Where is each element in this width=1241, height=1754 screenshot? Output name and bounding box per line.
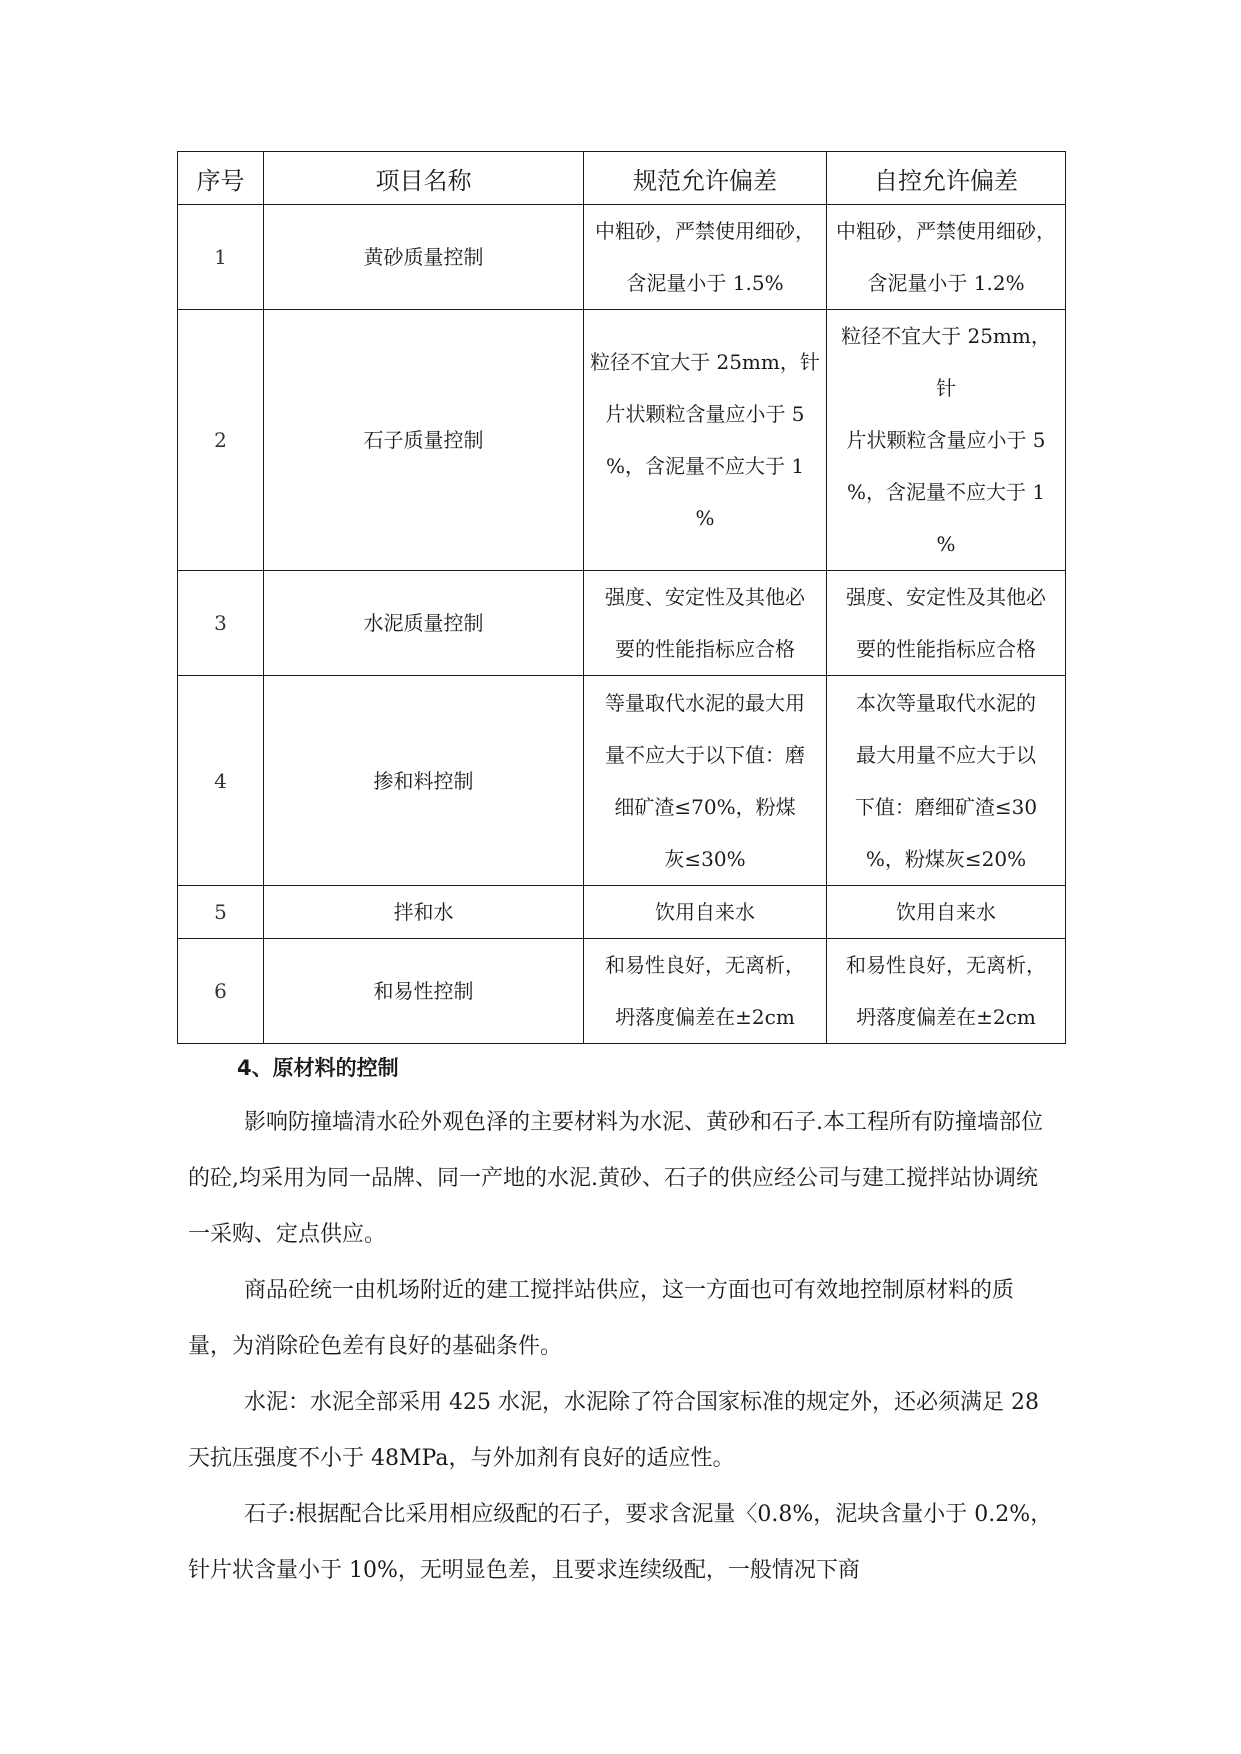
paragraph: 商品砼统一由机场附近的建工搅拌站供应，这一方面也可有效地控制原材料的质量，为消除砼色差有良好的基础条件。 [188,1278,1015,1359]
table-header-row [178,152,1066,205]
row-no: 1 [178,205,264,310]
row-spec: 粒径不宜大于 25mm，针 片状颗粒含量应小于 5 %，含泥量不应大于 1 % [584,310,827,571]
header-spec-deviation: 规范允许偏差 [584,152,827,205]
row-spec: 中粗砂，严禁使用细砂， 含泥量小于 1.5% [584,205,827,310]
row-no: 6 [178,939,264,1044]
row-self: 和易性良好，无离析， 坍落度偏差在±2cm [827,939,1066,1044]
row-no: 4 [178,676,264,886]
row-name: 水泥质量控制 [264,571,584,676]
paragraph: 影响防撞墙清水砼外观色泽的主要材料为水泥、黄砂和石子.本工程所有防撞墙部位的砼,均采用为同一品牌、同一产地的水泥.黄砂、石子的供应经公司与建工搅拌站协调统一采购、定点供应。 [188,1110,1043,1247]
row-spec: 强度、安定性及其他必 要的性能指标应合格 [584,571,827,676]
row-self: 强度、安定性及其他必 要的性能指标应合格 [827,571,1066,676]
table-row [178,676,1066,886]
table-row [178,571,1066,676]
paragraph: 水泥：水泥全部采用 425 水泥，水泥除了符合国家标准的规定外，还必须满足 28 天抗压强度不小于 48MPa，与外加剂有良好的适应性。 [188,1390,1039,1471]
row-name: 黄砂质量控制 [264,205,584,310]
row-no: 5 [178,886,264,939]
header-no: 序号 [178,152,264,205]
row-self: 中粗砂，严禁使用细砂， 含泥量小于 1.2% [827,205,1066,310]
row-no: 3 [178,571,264,676]
deviation-table [177,151,1066,1044]
row-spec: 等量取代水泥的最大用 量不应大于以下值：磨 细矿渣≤70%，粉煤 灰≤30% [584,676,827,886]
row-self: 粒径不宜大于 25mm，针 片状颗粒含量应小于 5 %，含泥量不应大于 1 % [827,310,1066,571]
table-row [178,886,1066,939]
table-row [178,205,1066,310]
row-self: 本次等量取代水泥的 最大用量不应大于以 下值：磨细矿渣≤30 %，粉煤灰≤20% [827,676,1066,886]
section-heading: 4、原材料的控制 [237,1056,399,1080]
row-name: 拌和水 [264,886,584,939]
row-name: 石子质量控制 [264,310,584,571]
row-name: 和易性控制 [264,939,584,1044]
header-item-name: 项目名称 [264,152,584,205]
paragraph: 石子:根据配合比采用相应级配的石子，要求含泥量〈0.8%，泥块含量小于 0.2%，针片状含量小于 10%，无明显色差，且要求连续级配，一般情况下商 [188,1502,1053,1583]
header-self-deviation: 自控允许偏差 [827,152,1066,205]
row-self: 饮用自来水 [827,886,1066,939]
row-spec: 饮用自来水 [584,886,827,939]
row-name: 掺和料控制 [264,676,584,886]
row-no: 2 [178,310,264,571]
table-row [178,939,1066,1044]
table-row [178,310,1066,571]
row-spec: 和易性良好，无离析， 坍落度偏差在±2cm [584,939,827,1044]
